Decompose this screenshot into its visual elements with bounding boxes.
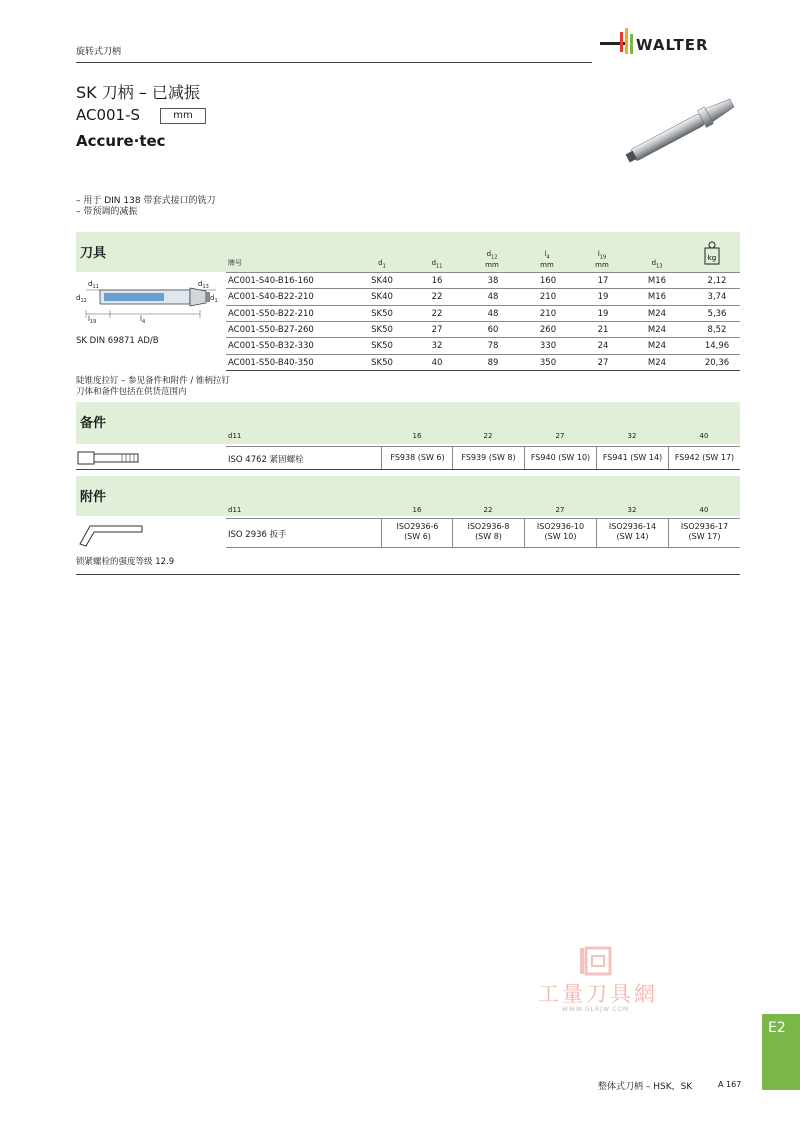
- category-label: 旋转式刀柄: [76, 47, 122, 57]
- table-cell: 350: [539, 357, 557, 368]
- table-cell: 27: [597, 357, 609, 368]
- table-cell: AC001-S50-B27-260: [228, 324, 314, 335]
- tools-header-band: [76, 232, 740, 272]
- table-cell: 21: [597, 324, 609, 335]
- accessories-bottom-rule: [226, 547, 740, 548]
- table-row: [226, 337, 740, 353]
- tools-note-1: 陡锥度拉钉 – 参见备件和附件 / 锥柄拉钉: [76, 376, 230, 386]
- watermark: [532, 944, 682, 1024]
- table-cell: 22: [431, 292, 443, 303]
- page-number: A 167: [718, 1080, 742, 1089]
- header-rule: [76, 62, 592, 63]
- table-cell: 210: [539, 292, 557, 303]
- page-title: SK 刀柄 – 已减振: [76, 83, 200, 102]
- feature-list: [76, 196, 215, 218]
- table-cell: 60: [487, 324, 499, 335]
- table-cell: 32: [431, 341, 443, 352]
- table-row: [226, 354, 740, 370]
- table-cell: M24: [647, 357, 667, 368]
- accessory-cell-line: (SW 10): [544, 532, 577, 541]
- accessory-cell: [596, 519, 668, 547]
- table-cell: AC001-S40-B16-160: [228, 276, 314, 286]
- footer-text: 整体式刀柄 – HSK，SK: [598, 1082, 693, 1092]
- brand-name: WALTER: [636, 36, 709, 54]
- table-cell: M24: [647, 308, 667, 319]
- table-cell: 210: [539, 308, 557, 319]
- spares-size-header: 32: [627, 432, 637, 440]
- table-cell: M24: [647, 341, 667, 352]
- accessories-col-label: d11: [228, 506, 242, 514]
- accessories-size-header: 16: [412, 506, 422, 514]
- table-cell: 48: [487, 292, 499, 303]
- table-row: [226, 305, 740, 321]
- section-end-rule: [76, 574, 740, 575]
- table-cell: 330: [539, 341, 557, 352]
- table-cell: 8,52: [707, 324, 727, 335]
- table-cell: 38: [487, 276, 499, 286]
- spare-part-cell: FS940 (SW 10): [524, 447, 596, 469]
- bolt-icon: [76, 450, 142, 466]
- spares-size-header: 27: [555, 432, 565, 440]
- spares-bottom-rule: [76, 469, 740, 470]
- accessory-cell: [452, 519, 524, 547]
- table-cell: 17: [597, 276, 609, 286]
- svg-text:d13: $d_{13}$: [198, 280, 209, 290]
- spare-part-cell: FS938 (SW 6): [381, 447, 453, 469]
- accessory-cell-line: (SW 8): [475, 532, 502, 541]
- accessories-size-header: 27: [555, 506, 565, 514]
- tools-section-title: 刀具: [80, 246, 107, 261]
- accessories-section-title: 附件: [80, 490, 107, 505]
- tools-note-2: 刀体和备件包括在供货范围内: [76, 387, 187, 397]
- spares-size-header: 22: [483, 432, 493, 440]
- accessories-note: 锁紧螺栓的强度等级 12.9: [76, 557, 175, 567]
- accessories-size-header: 32: [627, 506, 637, 514]
- svg-text:d12: $d_{12}$: [76, 294, 87, 304]
- table-cell: 2,12: [707, 276, 727, 286]
- table-cell: 19: [597, 308, 609, 319]
- svg-text:l19: $l_{19}$: [88, 315, 97, 325]
- accessories-size-header: 40: [699, 506, 709, 514]
- table-cell: SK50: [371, 308, 393, 319]
- hex-key-icon: [76, 518, 146, 548]
- table-cell: 19: [597, 292, 609, 303]
- table-cell: 78: [487, 341, 499, 352]
- tool-dimension-drawing: [76, 276, 226, 326]
- col-header-l4: $l_4$ mm: [540, 250, 554, 270]
- feature-item: – 用于 DIN 138 带套式接口的铣刀: [76, 196, 216, 206]
- table-cell: 16: [431, 276, 443, 286]
- watermark-url: WWW.GLRJW.COM: [562, 1006, 630, 1013]
- table-cell: SK40: [371, 292, 393, 303]
- col-header-d1: $d_1$: [378, 259, 386, 270]
- table-row: [226, 272, 740, 288]
- table-cell: SK50: [371, 357, 393, 368]
- col-header-designation: 牌号: [228, 259, 242, 267]
- toolholder-image: [620, 92, 748, 164]
- series-name: Accure·tec: [76, 132, 166, 150]
- col-header-l19: $l_{19}$ mm: [595, 250, 609, 270]
- accessory-cell-line: ISO2936-6: [396, 522, 439, 531]
- spare-part-cell: FS939 (SW 8): [452, 447, 524, 469]
- svg-text:d11: $d_{11}$: [88, 280, 99, 290]
- spares-section-title: 备件: [80, 416, 107, 431]
- table-cell: M16: [647, 276, 667, 286]
- accessory-cell-line: ISO2936-10: [536, 522, 585, 531]
- unit-badge: mm: [160, 108, 206, 124]
- accessory-cell: [668, 519, 740, 547]
- accessory-item-name: ISO 2936 扳手: [228, 530, 287, 540]
- table-cell: 3,74: [707, 292, 727, 303]
- table-cell: SK50: [371, 341, 393, 352]
- table-cell: AC001-S50-B22-210: [228, 308, 314, 319]
- weight-kg-icon: [703, 240, 721, 266]
- accessory-cell-line: (SW 17): [688, 532, 721, 541]
- accessory-cell-line: ISO2936-17: [680, 522, 729, 531]
- accessories-size-header: 22: [483, 506, 493, 514]
- spare-item-name: ISO 4762 紧固螺栓: [228, 455, 304, 465]
- table-cell: AC001-S50-B32-330: [228, 341, 314, 352]
- table-cell: 14,96: [704, 341, 730, 352]
- accessory-cell-line: (SW 14): [616, 532, 649, 541]
- standard-label: SK DIN 69871 AD/B: [76, 336, 159, 346]
- table-cell: 40: [431, 357, 443, 368]
- table-cell: 5,36: [707, 308, 727, 319]
- watermark-cn: 工量刀具網: [538, 982, 658, 1006]
- product-code: AC001-S: [76, 106, 141, 124]
- table-row: [226, 321, 740, 337]
- table-cell: 89: [487, 357, 499, 368]
- accessory-cell-line: ISO2936-14: [608, 522, 657, 531]
- feature-item: – 带预调的减振: [76, 207, 138, 217]
- svg-text:d1: $d_1$: [210, 294, 218, 304]
- tools-table-bottom-rule: [226, 370, 740, 371]
- spares-col-label: d11: [228, 432, 242, 440]
- table-cell: AC001-S50-B40-350: [228, 357, 314, 368]
- spares-size-header: 40: [699, 432, 709, 440]
- table-cell: 24: [597, 341, 609, 352]
- spare-part-cell: FS941 (SW 14): [596, 447, 668, 469]
- table-cell: 48: [487, 308, 499, 319]
- table-cell: SK40: [371, 276, 393, 286]
- spares-size-header: 16: [412, 432, 422, 440]
- svg-text:l4: $l_4$: [140, 315, 146, 325]
- walter-logo: [598, 26, 740, 58]
- table-cell: 160: [539, 276, 557, 286]
- col-header-d12: $d_{12}$ mm: [485, 250, 499, 270]
- table-cell: 260: [539, 324, 557, 335]
- table-cell: 27: [431, 324, 443, 335]
- accessory-cell: [524, 519, 596, 547]
- table-cell: AC001-S40-B22-210: [228, 292, 314, 303]
- spare-part-cell: FS942 (SW 17): [668, 447, 740, 469]
- watermark-logo-icon: [532, 944, 682, 978]
- table-row: [226, 288, 740, 304]
- accessory-cell: [381, 519, 453, 547]
- table-cell: SK50: [371, 324, 393, 335]
- table-cell: M24: [647, 324, 667, 335]
- col-header-d11: $d_{11}$: [431, 259, 443, 270]
- table-cell: M16: [647, 292, 667, 303]
- accessory-cell-line: ISO2936-8: [467, 522, 510, 531]
- section-tab: [762, 1014, 800, 1090]
- kg-label: kg: [707, 254, 717, 262]
- accessory-cell-line: (SW 6): [404, 532, 431, 541]
- section-tab-label: E2: [768, 1020, 786, 1036]
- table-cell: 22: [431, 308, 443, 319]
- table-cell: 20,36: [704, 357, 730, 368]
- col-header-d13: $d_{13}$: [651, 259, 663, 270]
